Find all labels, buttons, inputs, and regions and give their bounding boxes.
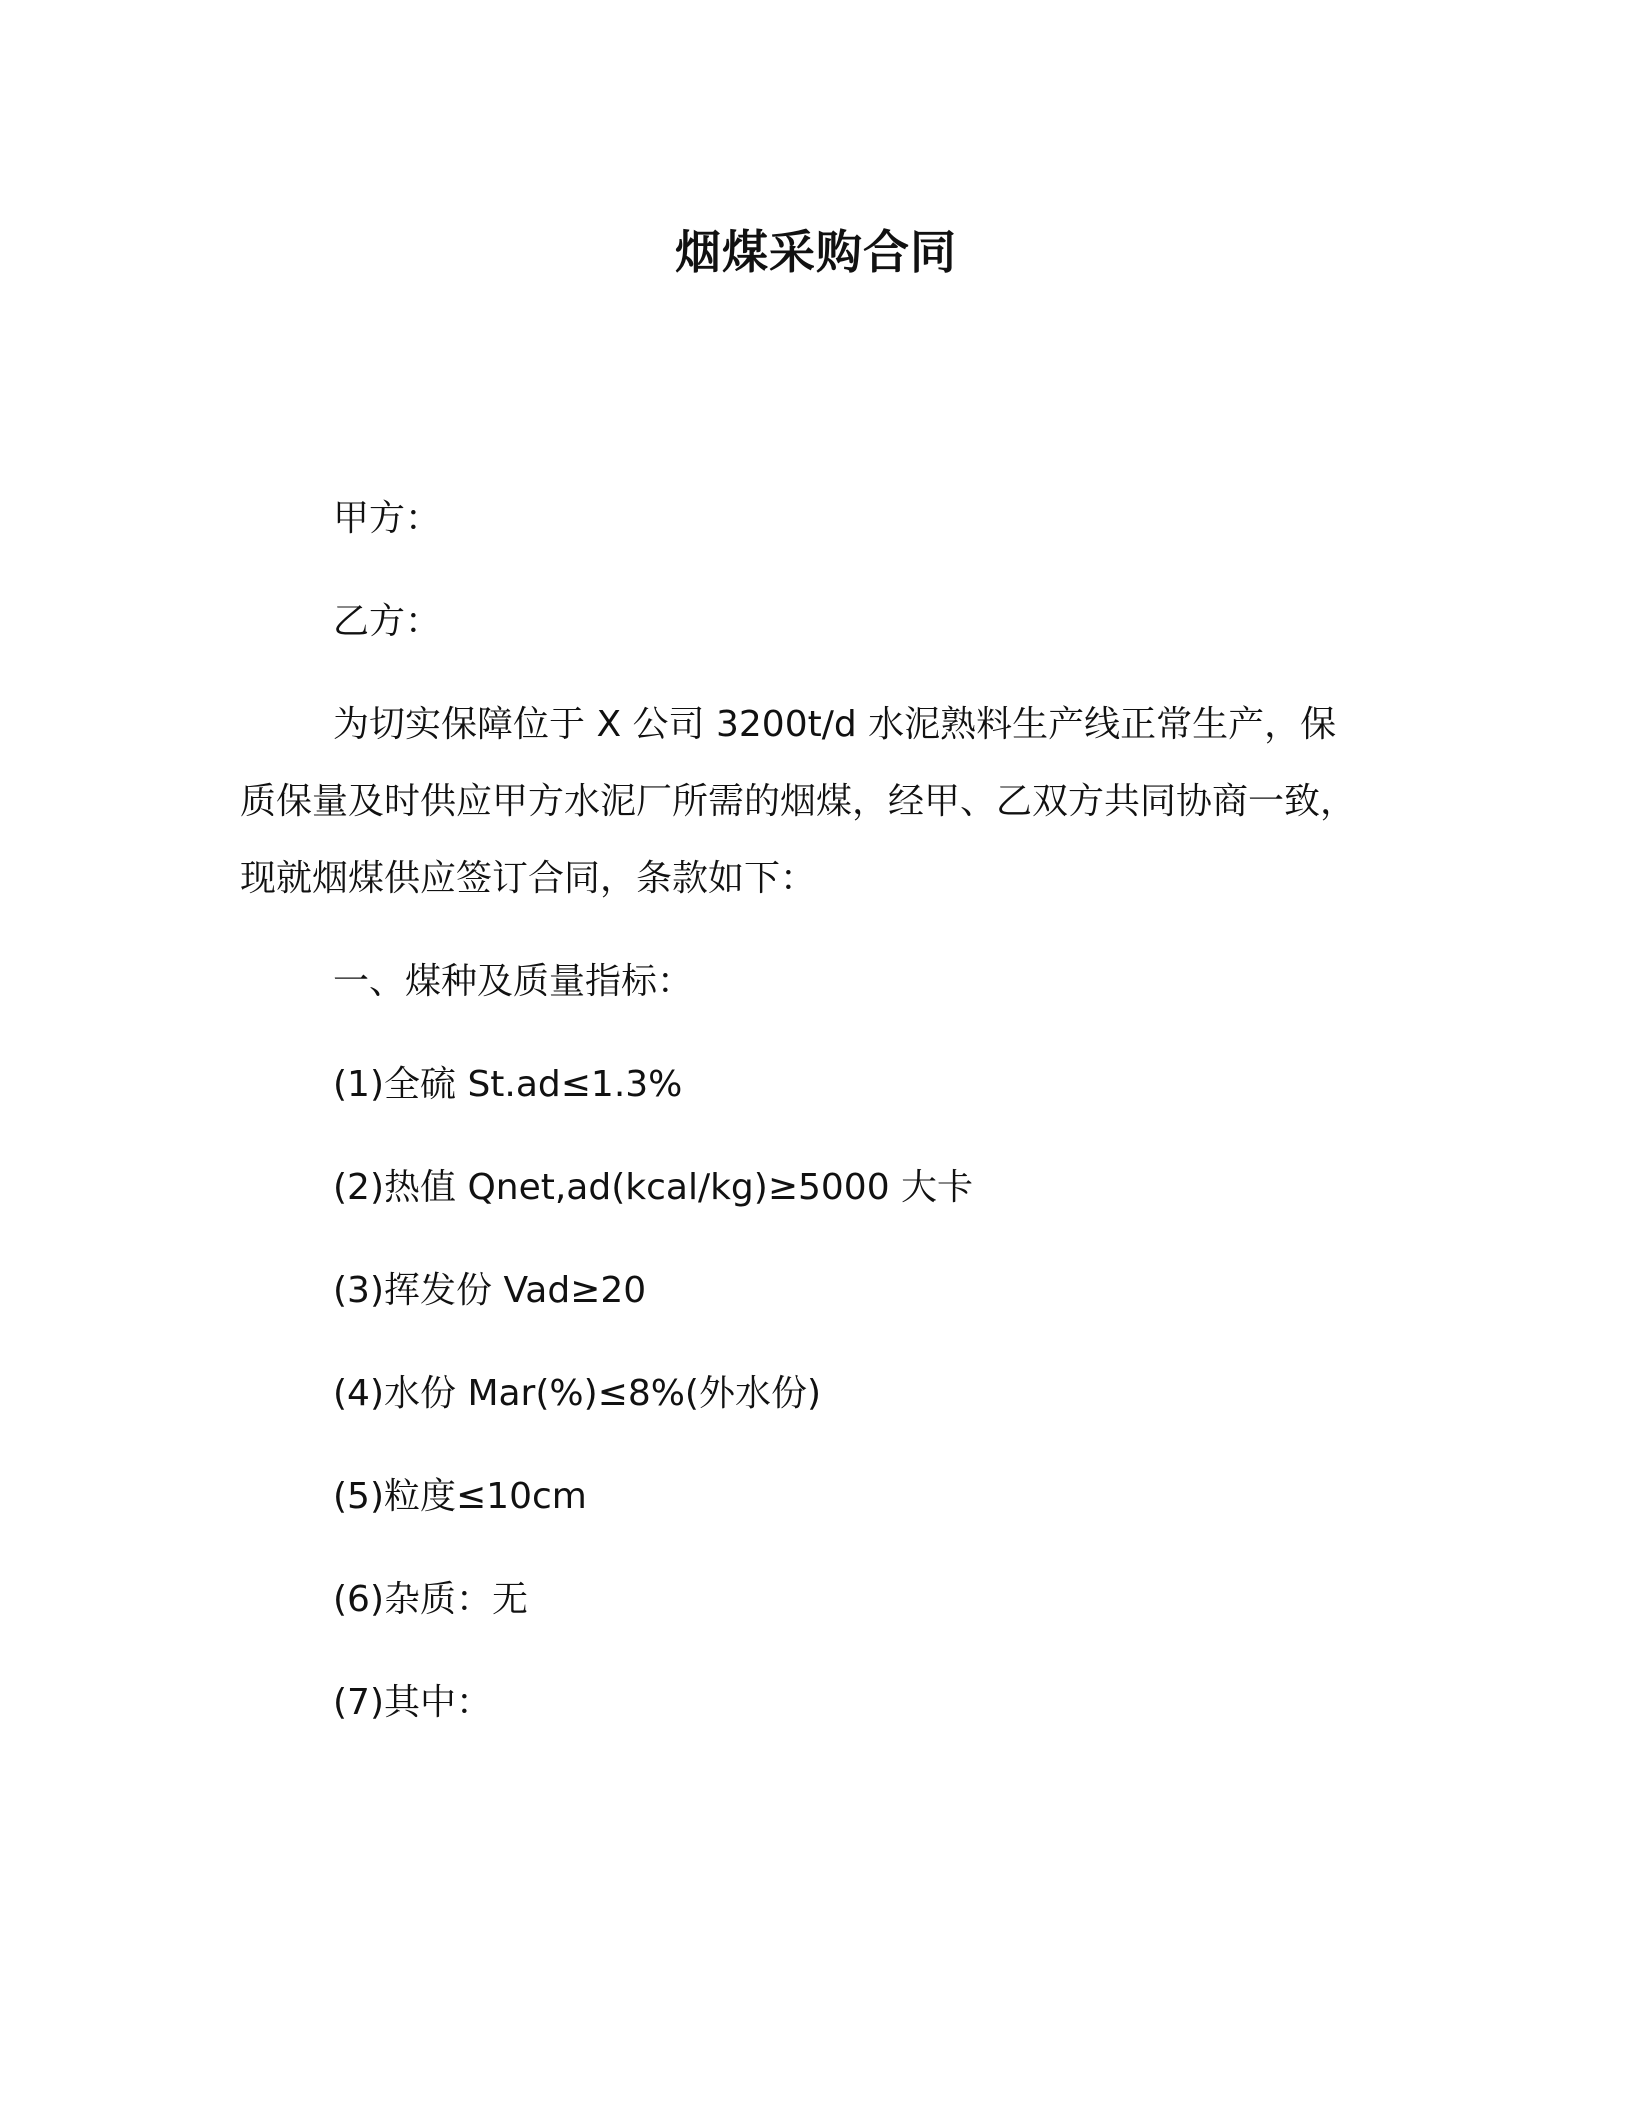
party-b-label: 乙方：	[333, 601, 442, 642]
quality-item: (1)全硫 St.ad≤1.3%	[333, 1064, 683, 1105]
intro-line-3: 现就烟煤供应签订合同，条款如下：	[240, 858, 817, 899]
party-a-label: 甲方：	[333, 498, 442, 539]
quality-item: (4)水份 Mar(%)≤8%(外水份)	[333, 1373, 822, 1414]
quality-item: (5)粒度≤10cm	[333, 1476, 587, 1517]
intro-line-1: 为切实保障位于 X 公司 3200t/d 水泥熟料生产线正常生产，保	[333, 704, 1337, 745]
section-heading: 一、煤种及质量指标：	[333, 961, 694, 1002]
quality-item: (3)挥发份 Vad≥20	[333, 1270, 647, 1311]
quality-item: (6)杂质：无	[333, 1579, 528, 1620]
quality-item: (2)热值 Qnet,ad(kcal/kg)≥5000 大卡	[333, 1167, 974, 1208]
quality-item: (7)其中：	[333, 1682, 492, 1723]
intro-line-2: 质保量及时供应甲方水泥厂所需的烟煤，经甲、乙双方共同协商一致，	[240, 781, 1357, 822]
document-title: 烟煤采购合同	[675, 225, 957, 279]
